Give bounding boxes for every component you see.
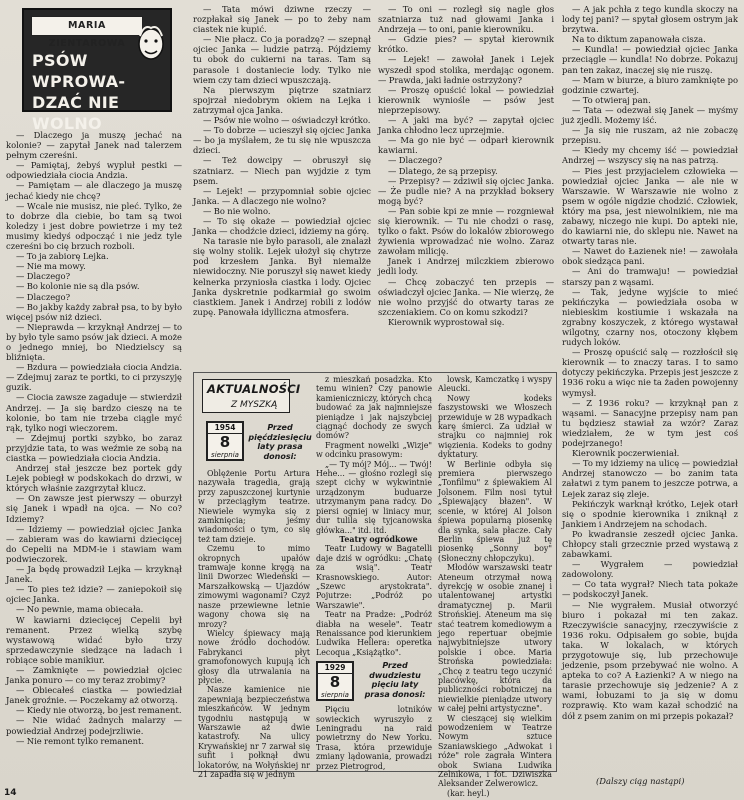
- article-paragraph: — To my idziemy na ulicę — powiedział Andrzej stanowczo — bo zanim tata załatwi z tym panem to jeszcze potrwa, a Lejek zaraz się zleje.: [562, 458, 738, 499]
- aktualnosci-paragraph: Fragment nowelki „Wizje" w odcinku prasowym:: [316, 440, 432, 460]
- article-paragraph: — Pan sobie kpi ze mnie — rozgniewał się kierownik. — Tu nie chodzi o rasę, tylko o fakt. Psów do lokalów zbiorowego żywienia wprowadzać nie wolno. Zaraz zawołam milicję.: [378, 205, 554, 257]
- article-paragraph: — Ciocia zawsze zagaduje — stwierdził Andrzej. — Ja się bardzo cieszę na te kolonie, bo tam nie trzeba ciągle myć rąk, tylko nogi wieczorem.: [6, 392, 182, 433]
- aktualnosci-paragraph: Nasze kamienice nie zapewniają bezpieczeństwa mieszkańców. W jednym tygodniu następują w Warszawie aż dwie katastrofy. Na ulicy Krywańskiej nr 7 zarwał się sufit i połknął dwu lokatorów, na Wołyńskiej nr 21 zapadła się w jednym: [198, 685, 310, 779]
- article-paragraph: — Idziemy — powiedział ojciec Janka — zabieram was do kawiarni dziecięcej do Cepelii na MDM-ie i stawiam wam podwieczorek.: [6, 523, 182, 564]
- title-line-1: PSÓW WPROWA-: [32, 51, 126, 91]
- article-paragraph: Po kwadransie zeszedł ojciec Janka. Chłopcy stali grzecznie przed wystawą z zabawkami.: [562, 528, 738, 560]
- article-paragraph: — To dobrze — ucieszył się ojciec Janka — bo ja myślałem, że tu się nie wpuszcza dzieci.: [193, 125, 371, 156]
- aktualnosci-paragraph: Młodów warszawski teatr Ateneum otrzymał nową dyrekcję w osobie znanej i utalentowanej artystki dramatycznej p. Marii Strońskiej. Ateneum ma się stać teatrem komediowym a jego repertuar obejmie najwybitniejsze utwory polskie i obce. Maria Strońska powiedziała: „Chcę z teatru tego uczynić placówkę, która da publiczności robotniczej na niewielkie pieniądze utwory w całej pełni artystyczne".: [438, 563, 552, 714]
- article-paragraph: — To się okaże — powiedział ojciec Janka — chodźcie dzieci, idziemy na górę.: [193, 215, 371, 237]
- article-paragraph: — Ani do tramwaju! — powiedział starszy pan z wąsami.: [562, 266, 738, 287]
- article-paragraph: — Wcale nie musisz, nie pleć. Tylko, że to dobrze dla ciebie, bo tam są twoi koledzy i jest dobre powietrze i my też musimy kiedyś odpocząć i nie jedz tyle czereśni bo cię brzuch rozboli.: [6, 200, 182, 252]
- article-paragraph: — Chcę zobaczyć ten przepis — oświadczył ojciec Janka. — Nie wierzę, że nie wolno przyjść do otwarty taras ze szczeniakiem. Co on komu szkodzi?: [378, 276, 554, 317]
- title-line-2: DZAĆ NIE WOLNO: [32, 93, 120, 133]
- article-paragraph: Na tarasie nie było parasoli, ale znalazł się wolny stolik. Lejek ułożył się chytrze pod krzesłem Janka. Był niemalże niewidoczny. Nie poruszył się nawet kiedy kelnerka przyniosła ciastka i lody. Ojciec Janka dyskretnie podkarmiał go swoim ciastkiem. Janek i Andrzej robili z lodów zupę. Panowała idylliczna atmosfera.: [193, 236, 371, 317]
- aktualnosci-paragraph: „— Ty mój? Mój... — Twój! Hehe... — głośno rozległ się szept cichy w wykwintnie urządzonym buduarze utrzymanym pana radcy. Do piersi ogniej w liniacy mur, dur tulila się tyjcanowska główka..." itd. itd.: [316, 459, 432, 535]
- article-paragraph: — Dlaczego?: [16, 291, 71, 302]
- article-paragraph: — Dlaczego?: [388, 155, 443, 166]
- article-paragraph: — Przepisy? — zdziwił się ojciec Janka. — Że pudle nie? A na przykład boksery mogą być?: [378, 175, 554, 206]
- aktualnosci-paragraph: Oblężenie Portu Artura nazywała tragedia, grają przy zapuszczonej kurtynie w przeciągłym teatrze. Niewiele wymyka się z zamknięcia; jeśmy wiadomości o tym, co się też tam dzieje.: [198, 469, 310, 544]
- continuation-note: (Dalszy ciąg nastąpi): [596, 776, 685, 786]
- article-paragraph: Na pierwszym piętrze szatniarz spojrzał niedobrym okiem na Lejka i zatrzymał ojca Janka.: [193, 84, 371, 115]
- article-paragraph: — To pies też idzie? — zaniepokoił się ojciec Janka.: [6, 584, 182, 605]
- article-paragraph: — Nieprawda — krzyknął Andrzej — to by było tyle samo psów jak dzieci. A może o jednego mniej, bo Niedzielscy są bliźnięta.: [6, 321, 182, 363]
- article-paragraph: — On zawsze jest pierwszy — oburzył się Janek i wpadł na ojca. — No co? Idziemy?: [6, 493, 182, 524]
- aktualnosci-paragraph: Pięciu lotników sowieckich wyruszyło z Leningradu na raid powietrzny do New Yorku. Trasa, która przewiduje zmiany lądowania, prowadzi przez Pietrogrod,: [316, 705, 432, 771]
- date-month: sierpnia: [211, 451, 239, 459]
- article-paragraph: — A jak pchła z tego kundla skoczy na lody tej pani? — spytał głosem ostrym jak brzytwa.: [562, 4, 738, 35]
- article-paragraph: — Proszę opuścić lokal — powiedział kierownik wyniośle — psów jest nieprzepisowy.: [378, 84, 554, 115]
- article-paragraph: — To otwieraj pan.: [572, 94, 651, 105]
- article-paragraph: — Kiedy nie otworzą, bo jest remanent.: [16, 705, 182, 716]
- article-paragraph: — Bzdura — powiedziała ciocia Andzia. — Zdejmuj zaraz te portki, to ci przyszyję guzik.: [6, 362, 182, 393]
- article-paragraph: — A jaki ma być? — zapytał ojciec Janka chłodno lecz uprzejmie.: [378, 115, 554, 136]
- article-paragraph: — Wygrałem — powiedział zadowolony.: [562, 559, 738, 580]
- article-paragraph: — Pamiętam — ale dlaczego ja muszę jechać kiedy nie chcę?: [6, 180, 182, 201]
- date-year: 1929: [318, 663, 352, 674]
- article-paragraph: — Bo kolonie nie są dla psów.: [16, 281, 140, 292]
- article-paragraph: — Nie ma mowy.: [16, 261, 86, 272]
- article-paragraph: — Dlaczego?: [16, 271, 71, 282]
- article-paragraph: — Nie remont tylko remanent.: [16, 735, 145, 746]
- aktualnosci-header: [202, 379, 301, 413]
- aktualnosci-paragraph: Teatr na Pradze: „Podróż diabła na wesele". Teatr Renaissance pod kierunkiem Ludwika Hellera: operetka Lecoqua „Książątko".: [316, 610, 432, 657]
- article-title-box: [22, 8, 172, 133]
- article-title: [32, 50, 150, 134]
- aktualnosci-paragraph: W cieszącej się wielkim powodzeniem w Teatrze Nowym sztuce Szaniawskiego „Adwokat i róże" role zagrała Wintera obok Swiana Ludwika Zelnikowa, i fot. Dziwiszka Aleksander Zelwerowicz.: [438, 713, 552, 789]
- article-paragraph: — Ja będę prowadził Lejka — krzyknął Janek.: [6, 564, 182, 585]
- article-paragraph: — Gdzie pies? — spytał kierownik krótko.: [378, 34, 554, 55]
- article-paragraph: — No pewnie, mama obiecała.: [16, 604, 144, 615]
- date-day: 8: [219, 433, 231, 451]
- article-paragraph: — Kundla! — powiedział ojciec Janka przeciągle — kundla! No dobrze. Pokazuj pan ten zakaz, inaczej się nie ruszę.: [562, 44, 738, 75]
- article-paragraph: Na to diktum zapanowała cisza.: [572, 34, 706, 45]
- article-paragraph: — Zamknięte — powiedział ojciec Janka ponuro — co my teraz zrobimy?: [6, 664, 182, 686]
- article-paragraph: — Ma go nie być — odparł kierownik kawiarni.: [378, 135, 554, 156]
- aktualnosci-lead-2: Przed dwudziestu pięciu laty prasa donosi:: [364, 661, 426, 699]
- aktualnosci-title: AKTUALNOŚCI: [207, 382, 301, 396]
- article-paragraph: — Nie widać żadnych malarzy — powiedział Andrzej podejrzliwie.: [6, 715, 182, 736]
- aktualnosci-paragraph: lowsk, Kamczatkę i wyspy Aleucki.: [438, 375, 552, 394]
- article-paragraph: — Pies jest przyjacielem człowieka — powiedział ojciec Janka — ale nie w Warszawie. W Warszawie nie wolno z psem w ogóle nigdzie chodzić. Człowiek, który ma psa, jest niewolnikiem, nie ma zabawy, niczego nie kupi. Do apteki nie, do kawiarni nie, do sklepu nie. Nawet na otwarty taras nie.: [562, 165, 738, 247]
- aktualnosci-paragraph: W Berlinie odbyła się premiera pierwszego „Tonfilmu" z śpiewakiem Al Jolsonem. Film nosi tytuł „Śpiewający błazen". W scenie, w której Al Jolson śpiewa popularną piosenkę dla synka, sala płacze. Cały Berlin śpiewa już tę piosenkę „Sonny boy" (Słoneczny chłopczyku).: [438, 459, 552, 563]
- aktualnosci-paragraph: Nowy kodeks faszystowski we Włoszech przewiduje w 28 wypadkach karę śmierci. Za udział w strajku co najmniej rok więzienia. Kodeks to godny dyktatury.: [438, 393, 552, 460]
- date-block-1929: [316, 661, 432, 701]
- aktualnosci-box: [193, 372, 557, 798]
- article-paragraph: — Co tata wygrał? Niech tata pokaże — podskoczył Janek.: [562, 579, 738, 600]
- aktualnosci-paragraph: (kar. heyl.): [447, 788, 490, 798]
- article-paragraph: — Zdejmuj portki szybko, bo zaraz przyjdzie tata, to was weźmie ze sobą na ciastka — powiedziała ciocia Andzia.: [6, 432, 182, 463]
- article-paragraph: — Nie wygrałem. Musiał otworzyć biuro i pokazał mi ten zakaz. Rzeczywiście sanacyjny, rzeczywiście z 1936 roku. Odpisałem go sobie, bujda taka. W lokalach, w których przygotowuje się, lub przechowuje jedzenie, psom przebywać nie wolno. A apteka to co? A Łazienki? A w niego na tarasie przechowuje się jedzenie? A z wami, łobuzami to ja się w domu rozprawię. Kto wam kazał schodzić na dół z psem zanim on mi przepis pokazał?: [562, 599, 738, 721]
- article-paragraph: — Psów nie wolno — oświadczył krótko.: [203, 115, 371, 126]
- article-paragraph: — Tak, jedyne wyjście to mieć pekińczyka — powiedziała osoba w niebieskim kostiumie i wskazała na zgrabny koszyczek, z którego wystawał wilgotny, czarny nos, otoczony kłębem rudych loków.: [562, 286, 738, 348]
- article-paragraph: W kawiarni dziecięcej Cepelii był remanent. Przez wielką szybę wystawową widać było trzy sprzedawczynie siedzące na ladach i robiące sobie manikiur.: [6, 614, 182, 665]
- date-badge-1929: [316, 661, 354, 701]
- article-paragraph: — Mam w biurze, a biuro zamknięte po godzinie czwartej.: [562, 74, 738, 95]
- date-day: 8: [329, 673, 341, 692]
- aktualnosci-lead-1: Przed pięćdziesięciu laty prasa donosi:: [248, 423, 312, 461]
- article-column-4: [562, 4, 738, 770]
- date-month: sierpnia: [321, 691, 349, 700]
- article-paragraph: Kierownik poczerwieniał.: [572, 448, 680, 459]
- article-paragraph: — Też dowcipy — obruszył się szatniarz. — Niech pan wyjdzie z tym psem.: [193, 155, 371, 186]
- page-number: 14: [4, 788, 17, 798]
- article-paragraph: — Kiedy my chcemy iść — powiedział Andrzej — wszyscy się na nas patrzą.: [562, 145, 738, 166]
- article-column-3: [378, 4, 554, 368]
- article-paragraph: — Pamiętaj, żebyś wypluł pestki — odpowiedziała ciocia Andzia.: [6, 160, 182, 181]
- aktualnosci-paragraph: Wielcy śpiewacy mają nowe źródło dochodów. Fabrykanci płyt gramofonowych kupują ich głosy dla utrwalania na płycie.: [198, 628, 310, 685]
- aktualnosci-column-3: [438, 375, 552, 798]
- date-year: 1954: [208, 423, 242, 434]
- article-paragraph: Pekińczyk warknął krótko, Lejek otarł się o spodnie kierownika i zniknął z Jankiem i Andrzejem na schodach.: [562, 498, 738, 529]
- article-paragraph: — Tata mówi dziwne rzeczy — rozpłakał się Janek — po to żeby nam ciastek nie kupić.: [193, 4, 371, 35]
- author-name: MARIA ZIENTAROWA: [31, 16, 143, 36]
- article-column-2: [193, 4, 371, 368]
- article-paragraph: — Bo jakby każdy zabrał psa, to by było więcej psów niż dzieci.: [6, 301, 182, 322]
- article-paragraph: — Tata — odezwał się Janek — myśmy już zjedli. Możemy iść.: [562, 104, 738, 126]
- date-badge-1904: [206, 421, 244, 461]
- article-paragraph: Andrzej stał jeszcze bez portek gdy Lejek pobiegł w podskokach do drzwi, w których właśnie zazgrzytał klucz.: [6, 463, 182, 494]
- aktualnosci-paragraph: Teatr Ludowy w Bagatelli daje dziś w ogródku: „Chatę za wsią". Teatr Krasnowskiego. Autor: „Szewc arystokrata". Pojutrze: „Podróż po Warszawie".: [316, 544, 432, 610]
- article-paragraph: — Obiecałeś ciastka — powiedział Janek groźnie. — Poczekamy aż otworzą.: [6, 685, 182, 706]
- aktualnosci-subtitle: Z MYSZKĄ: [231, 400, 278, 410]
- article-paragraph: — To ja zabiorę Lejka.: [16, 251, 109, 262]
- aktualnosci-paragraph: z mieszkań posadzka. Kto temu winien? Czy panowie kamieniczniczy, których chcą budować za jak najmniejsze pieniądze i jak najszybciej ciągnąć dochody ze swych domów?: [316, 375, 432, 441]
- article-paragraph: — Proszę opuścić salę — rozzłościł się kierownik — to znaczy taras. I to samo dotyczy pekińczyka. Przepis jest jeszcze z 1936 roku a więc nie ta żaden powojenny wymysł.: [562, 347, 738, 398]
- article-paragraph: — Bo nie wolno.: [203, 205, 271, 216]
- article-paragraph: — Nawet do Łazienek nie! — zawołała obok siedząca pani.: [562, 246, 738, 267]
- article-paragraph: — Dlaczego ja muszę jechać na kolonie? — zapytał Janek nad talerzem pełnym czereśni.: [6, 130, 182, 161]
- aktualnosci-paragraph: Czemu to mimo okropnych upałów tramwaje konne kręgą na linii Dworzec Wiedeński — Marszałkowską — Ujazdów zimowymi wagonami? Czyż nasze przewiewne letnie wagony chowa się na mrozy?: [198, 544, 310, 629]
- article-paragraph: — Lejek! — zawołał Janek i Lejek wyszedł spod stolika, merdając ogonem. — Prawda, jaki ładnie ostrzyżony?: [378, 54, 554, 85]
- article-paragraph: — Z 1936 roku? — krzyknął pan z wąsami. — Sanacyjne przepisy nam pan tu będziesz stawiał za wzór? Zaraz wiedziałem, że w tym jest coś podejrzanego!: [562, 397, 738, 449]
- article-column-1: [6, 130, 182, 782]
- article-paragraph: — Dlatego, że są przepisy.: [388, 165, 498, 176]
- article-paragraph: Kierownik wyprostował się.: [388, 316, 505, 327]
- aktualnosci-subheading: Teatry ogródkowe: [339, 534, 418, 544]
- aktualnosci-column-1: [198, 469, 310, 779]
- article-paragraph: — Lejek! — przypomniał sobie ojciec Janka. — A dlaczego nie wolno?: [193, 185, 371, 206]
- aktualnosci-column-2: [316, 375, 432, 771]
- article-paragraph: — To oni — rozległ się nagle głos szatniarza tuż nad głowami Janka i Andrzeja — to oni, panie kierowniku.: [378, 4, 554, 35]
- article-paragraph: Janek i Andrzej milczkiem zbierowo jedli lody.: [378, 256, 554, 277]
- article-paragraph: — Ja się nie ruszam, aż nie zobaczę przepisu.: [562, 125, 738, 146]
- article-paragraph: — Nie płacz. Co ja poradzę? — szepnął ojciec Janka — ludzie patrzą. Pójdziemy tu obok do cukierni na taras. Tam są parasole i dostaniecie lody. Tylko nie wiem czy tam dzieci wpuszczają.: [193, 34, 371, 85]
